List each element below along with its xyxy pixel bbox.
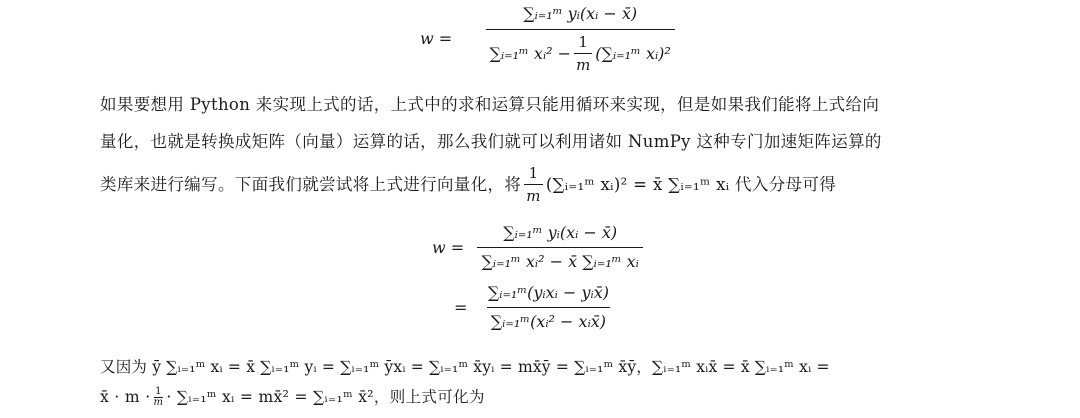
equation-1-inner-fraction [574,33,592,74]
paragraph-1-line-2: 量化，也就是转换成矩阵（向量）运算的话，那么我们就可以利用诸如 NumPy 这种专门加速矩阵运算的 [100,132,882,151]
equation-1-inner-denominator: m [574,53,592,74]
equation-1-row [420,2,700,74]
equation-2-row-1 [432,222,648,273]
equation-2-fraction-1-numerator: ∑ᵢ₌₁ᵐ yᵢ(xᵢ − x̄) [503,223,618,242]
paragraph-2-fraction-numerator: 1 [155,385,162,397]
paragraph-2-line-2-a: x̄ · m · [100,388,151,406]
paragraph-1-fraction [524,164,543,205]
equation-1-denominator-a: ∑ᵢ₌₁ᵐ xᵢ² − [489,43,572,63]
equation-1-denominator-b: (∑ᵢ₌₁ᵐ xᵢ)² [595,43,671,63]
paragraph-2-fraction [154,387,164,408]
paragraph-2-line-2 [100,382,980,412]
equation-2-fraction-1 [472,222,648,273]
equation-2-row-2-eq: = [454,298,468,317]
equation-1-denominator [486,29,675,74]
paragraph-2-line-1: 又因为 ȳ ∑ᵢ₌₁ᵐ xᵢ = x̄ ∑ᵢ₌₁ᵐ yᵢ = ∑ᵢ₌₁ᵐ ȳxᵢ = ∑ᵢ₌₁ᵐ x̄yᵢ = mx̄ȳ = ∑ᵢ₌₁ᵐ x̄ȳ，∑ᵢ₌₁ᵐ xᵢx̄ = x̄ ∑ᵢ₌₁ᵐ xᵢ = [100,358,830,376]
paragraph-1-line-3-b: (∑ᵢ₌₁ᵐ xᵢ)² = x̄ ∑ᵢ₌₁ᵐ xᵢ 代入分母可得 [545,175,837,194]
equation-1-inner-numerator: 1 [578,33,588,51]
paragraph-2 [100,352,980,412]
equation-1-fraction [460,2,700,74]
equation-1-lhs: w = [420,28,453,48]
paragraph-1-fraction-denominator: m [524,184,543,205]
paragraph-2-line-2-b: · ∑ᵢ₌₁ᵐ xᵢ = mx̄² = ∑ᵢ₌₁ᵐ x̄²，则上式可化为 [166,388,485,406]
equation-2-fraction-2-numerator: ∑ᵢ₌₁ᵐ(yᵢxᵢ − yᵢx̄) [487,283,609,302]
paragraph-1-line-3-a: 类库来进行编写。下面我们就尝试将上式进行向量化，将 [100,175,522,194]
equation-2-fraction-2 [475,282,621,333]
paragraph-1-fraction-numerator: 1 [528,164,539,182]
equation-2-row-2 [454,282,621,333]
paragraph-1-line-3 [100,164,980,205]
paragraph-1 [100,86,980,205]
equation-2-fraction-2-denominator: ∑ᵢ₌₁ᵐ(xᵢ² − xᵢx̄) [487,307,610,333]
equation-2-lhs: w = [432,238,465,257]
equation-2-fraction-1-denominator: ∑ᵢ₌₁ᵐ xᵢ² − x̄ ∑ᵢ₌₁ᵐ xᵢ [477,247,642,273]
paragraph-2-fraction-denominator: m [153,396,164,408]
equation-1-numerator: ∑ᵢ₌₁ᵐ yᵢ(xᵢ − x̄) [523,4,638,23]
paragraph-1-line-1: 如果要想用 Python 来实现上式的话，上式中的求和运算只能用循环来实现，但是如果我们能将上式给向 [100,95,880,114]
